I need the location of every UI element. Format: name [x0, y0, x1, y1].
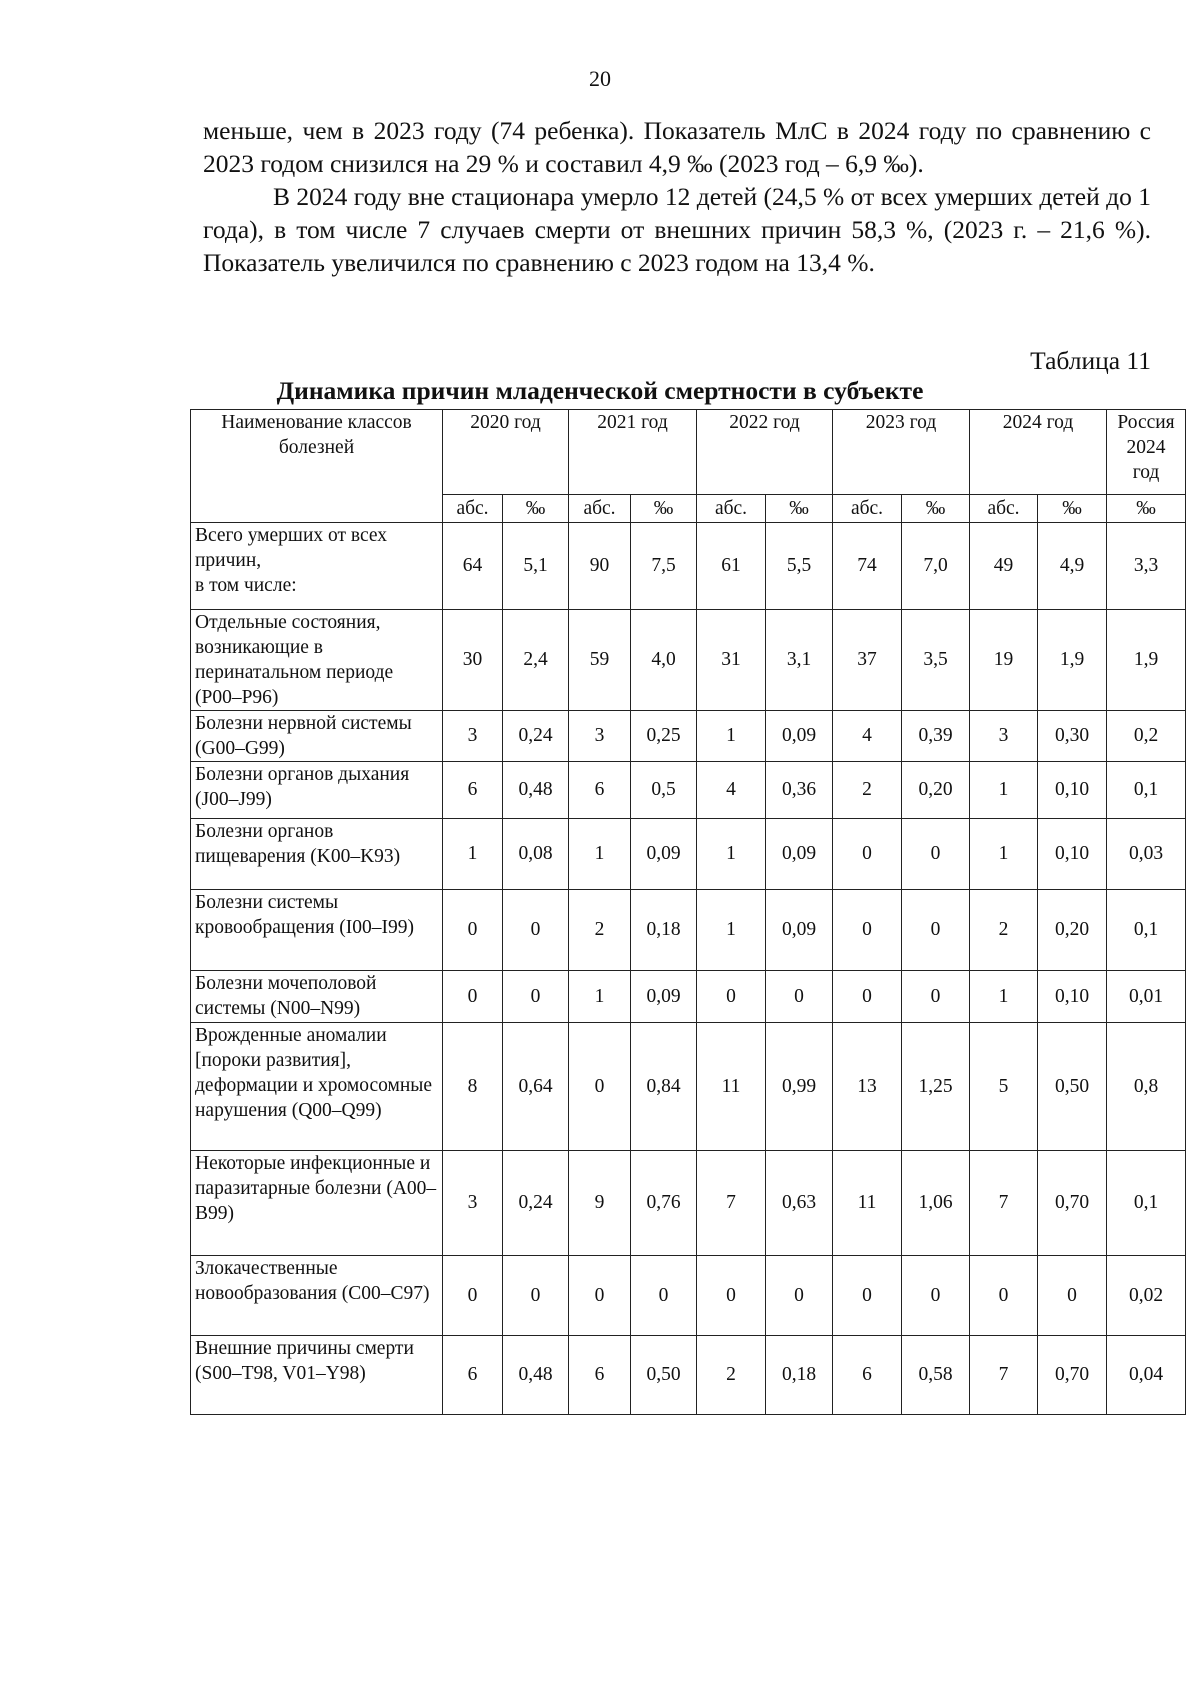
cell-abs: 2: [697, 1336, 766, 1415]
disease-class-name: Болезни нервной системы (G00–G99): [191, 711, 443, 762]
cell-abs: 6: [443, 1336, 503, 1415]
subheader-abs: абс.: [697, 495, 766, 523]
cell-permille: 0,36: [766, 762, 833, 819]
disease-class-name: Болезни мочеполовой системы (N00–N99): [191, 971, 443, 1023]
cell-abs: 0: [443, 971, 503, 1023]
cell-permille: 0,5: [631, 762, 697, 819]
cell-russia-permille: 0,03: [1107, 819, 1186, 890]
cell-abs: 5: [970, 1023, 1038, 1151]
cell-permille: 0,50: [631, 1336, 697, 1415]
cell-abs: 8: [443, 1023, 503, 1151]
cell-permille: 0,64: [503, 1023, 569, 1151]
subheader-permille: ‰: [631, 495, 697, 523]
cell-abs: 1: [569, 819, 631, 890]
cell-russia-permille: 3,3: [1107, 523, 1186, 610]
cell-abs: 0: [833, 1256, 902, 1336]
cell-permille: 0,20: [902, 762, 970, 819]
cell-permille: 5,1: [503, 523, 569, 610]
cell-permille: 0: [766, 1256, 833, 1336]
cell-abs: 11: [833, 1151, 902, 1256]
cell-permille: 0: [902, 890, 970, 971]
cell-permille: 0,10: [1038, 971, 1107, 1023]
disease-class-name: Всего умерших от всех причин, в том числе:: [191, 523, 443, 610]
cell-abs: 3: [569, 711, 631, 762]
cell-abs: 3: [443, 711, 503, 762]
table-body: [191, 523, 1186, 1415]
table-row: [191, 1336, 1186, 1415]
subheader-abs: абс.: [970, 495, 1038, 523]
cell-permille: 0: [902, 1256, 970, 1336]
subheader-permille-russia: ‰: [1107, 495, 1186, 523]
cell-abs: 59: [569, 610, 631, 711]
cell-abs: 0: [833, 890, 902, 971]
cell-russia-permille: 0,2: [1107, 711, 1186, 762]
header-year-2021: 2021 год: [569, 410, 697, 495]
cell-permille: 0,76: [631, 1151, 697, 1256]
cell-abs: 0: [569, 1256, 631, 1336]
disease-class-name: Болезни органов пищеварения (K00–K93): [191, 819, 443, 890]
cell-abs: 0: [833, 971, 902, 1023]
table-row: [191, 1023, 1186, 1151]
table-row: [191, 610, 1186, 711]
subheader-permille: ‰: [503, 495, 569, 523]
cell-abs: 0: [833, 819, 902, 890]
cell-abs: 19: [970, 610, 1038, 711]
cell-abs: 0: [443, 890, 503, 971]
cell-permille: 0,63: [766, 1151, 833, 1256]
cell-abs: 1: [970, 762, 1038, 819]
cell-permille: 3,5: [902, 610, 970, 711]
cell-abs: 6: [833, 1336, 902, 1415]
header-year-2023: 2023 год: [833, 410, 970, 495]
subheader-abs: абс.: [569, 495, 631, 523]
cell-permille: 1,25: [902, 1023, 970, 1151]
cell-permille: 3,1: [766, 610, 833, 711]
cell-permille: 0: [1038, 1256, 1107, 1336]
disease-class-name: Некоторые инфекционные и паразитарные болезни (A00–B99): [191, 1151, 443, 1256]
paragraph-continuation: меньше, чем в 2023 году (74 ребенка). Показатель МлС в 2024 году по сравнению с 2023 годом снизился на 29 % и составил 4,9 ‰ (2023 год – 6,9 ‰).: [203, 116, 1151, 178]
cell-permille: 0,58: [902, 1336, 970, 1415]
cell-abs: 7: [970, 1336, 1038, 1415]
table-number: Таблица 11: [1030, 346, 1151, 375]
cell-russia-permille: 0,1: [1107, 1151, 1186, 1256]
cell-permille: 0,09: [631, 971, 697, 1023]
cell-abs: 74: [833, 523, 902, 610]
header-year-2022: 2022 год: [697, 410, 833, 495]
cell-permille: 5,5: [766, 523, 833, 610]
cell-russia-permille: 0,1: [1107, 762, 1186, 819]
cell-russia-permille: 0,1: [1107, 890, 1186, 971]
cell-russia-permille: 0,02: [1107, 1256, 1186, 1336]
disease-class-name: Врожденные аномалии [пороки развития], деформации и хромосомные нарушения (Q00–Q99): [191, 1023, 443, 1151]
body-text: [203, 114, 1151, 279]
cell-permille: 0: [503, 1256, 569, 1336]
cell-abs: 1: [970, 819, 1038, 890]
cell-abs: 0: [970, 1256, 1038, 1336]
header-year-2020: 2020 год: [443, 410, 569, 495]
disease-class-name: Злокачественные новообразования (C00–C97): [191, 1256, 443, 1336]
cell-permille: 0,70: [1038, 1336, 1107, 1415]
cell-permille: 0,09: [766, 890, 833, 971]
subheader-permille: ‰: [1038, 495, 1107, 523]
cell-permille: 0,25: [631, 711, 697, 762]
cell-abs: 7: [970, 1151, 1038, 1256]
cell-permille: 1,9: [1038, 610, 1107, 711]
cell-permille: 0: [631, 1256, 697, 1336]
cell-permille: 0,18: [631, 890, 697, 971]
cell-abs: 2: [569, 890, 631, 971]
cell-permille: 0: [902, 971, 970, 1023]
cell-abs: 4: [833, 711, 902, 762]
cell-permille: 0,10: [1038, 819, 1107, 890]
cell-permille: 7,5: [631, 523, 697, 610]
cell-permille: 0,18: [766, 1336, 833, 1415]
table-row: [191, 1256, 1186, 1336]
cell-permille: 0,70: [1038, 1151, 1107, 1256]
cell-permille: 0: [766, 971, 833, 1023]
cell-permille: 0,20: [1038, 890, 1107, 971]
cell-permille: 4,9: [1038, 523, 1107, 610]
header-russia-2024: Россия 2024 год: [1107, 410, 1186, 495]
cell-abs: 37: [833, 610, 902, 711]
table-title: Динамика причин младенческой смертности в субъекте: [276, 376, 924, 405]
cell-abs: 0: [697, 1256, 766, 1336]
cell-russia-permille: 0,01: [1107, 971, 1186, 1023]
cell-permille: 0: [503, 890, 569, 971]
paragraph-out-of-hospital: В 2024 году вне стационара умерло 12 детей (24,5 % от всех умерших детей до 1 года), в том числе 7 случаев смерти от внешних причин 58,3 %, (2023 г. – 21,6 %). Показатель увеличился по сравнению с 2023 годом на 13,4 %.: [203, 182, 1151, 277]
cell-abs: 6: [569, 762, 631, 819]
disease-class-name: Отдельные состояния, возникающие в перинатальном периоде (P00–P96): [191, 610, 443, 711]
cell-permille: 0,08: [503, 819, 569, 890]
cell-abs: 2: [970, 890, 1038, 971]
cell-abs: 7: [697, 1151, 766, 1256]
cell-abs: 49: [970, 523, 1038, 610]
cell-permille: 0,24: [503, 1151, 569, 1256]
cell-permille: 0,48: [503, 1336, 569, 1415]
cell-permille: 0,84: [631, 1023, 697, 1151]
cell-abs: 4: [697, 762, 766, 819]
cell-abs: 1: [697, 890, 766, 971]
subheader-abs: абс.: [833, 495, 902, 523]
cell-abs: 6: [569, 1336, 631, 1415]
cell-permille: 7,0: [902, 523, 970, 610]
cell-abs: 90: [569, 523, 631, 610]
subheader-permille: ‰: [902, 495, 970, 523]
cell-russia-permille: 1,9: [1107, 610, 1186, 711]
cell-permille: 0,50: [1038, 1023, 1107, 1151]
cell-abs: 13: [833, 1023, 902, 1151]
cell-abs: 31: [697, 610, 766, 711]
page-number: 20: [589, 66, 611, 91]
table-row: [191, 819, 1186, 890]
cell-permille: 0,09: [766, 819, 833, 890]
cell-abs: 30: [443, 610, 503, 711]
cell-abs: 9: [569, 1151, 631, 1256]
disease-class-name: Внешние причины смерти (S00–T98, V01–Y98): [191, 1336, 443, 1415]
subheader-abs: абс.: [443, 495, 503, 523]
disease-class-name: Болезни системы кровообращения (I00–I99): [191, 890, 443, 971]
cell-permille: 0: [902, 819, 970, 890]
cell-abs: 11: [697, 1023, 766, 1151]
cell-abs: 1: [569, 971, 631, 1023]
header-disease-class: Наименование классов болезней: [191, 410, 443, 523]
cell-permille: 2,4: [503, 610, 569, 711]
cell-abs: 1: [970, 971, 1038, 1023]
cell-permille: 0,10: [1038, 762, 1107, 819]
cell-permille: 0,48: [503, 762, 569, 819]
cell-permille: 0,09: [766, 711, 833, 762]
table-row: [191, 1151, 1186, 1256]
cell-abs: 0: [697, 971, 766, 1023]
cell-permille: 0,09: [631, 819, 697, 890]
cell-russia-permille: 0,04: [1107, 1336, 1186, 1415]
table-row: [191, 762, 1186, 819]
cell-abs: 3: [970, 711, 1038, 762]
table-row: [191, 890, 1186, 971]
cell-russia-permille: 0,8: [1107, 1023, 1186, 1151]
infant-mortality-table: [190, 409, 1186, 1415]
cell-abs: 0: [443, 1256, 503, 1336]
disease-class-name: Болезни органов дыхания (J00–J99): [191, 762, 443, 819]
cell-permille: 0,99: [766, 1023, 833, 1151]
cell-permille: 1,06: [902, 1151, 970, 1256]
cell-abs: 64: [443, 523, 503, 610]
header-year-2024: 2024 год: [970, 410, 1107, 495]
cell-abs: 1: [443, 819, 503, 890]
table-row: [191, 971, 1186, 1023]
cell-abs: 2: [833, 762, 902, 819]
cell-abs: 1: [697, 819, 766, 890]
cell-abs: 61: [697, 523, 766, 610]
table-row: [191, 523, 1186, 610]
table-row: [191, 711, 1186, 762]
cell-permille: 4,0: [631, 610, 697, 711]
cell-permille: 0,39: [902, 711, 970, 762]
cell-abs: 1: [697, 711, 766, 762]
cell-permille: 0,30: [1038, 711, 1107, 762]
cell-abs: 6: [443, 762, 503, 819]
cell-abs: 3: [443, 1151, 503, 1256]
cell-permille: 0,24: [503, 711, 569, 762]
subheader-permille: ‰: [766, 495, 833, 523]
cell-permille: 0: [503, 971, 569, 1023]
cell-abs: 0: [569, 1023, 631, 1151]
